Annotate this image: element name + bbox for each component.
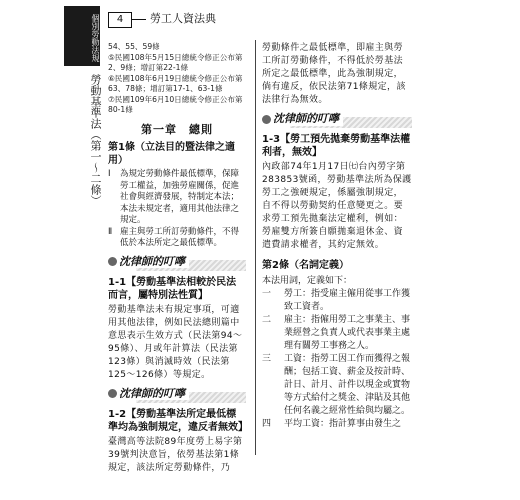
left-column bbox=[108, 42, 246, 475]
side-tab: 個別勞動法規 bbox=[64, 6, 100, 66]
book-title: 勞工人資法典 bbox=[150, 12, 216, 25]
item-number: 三 bbox=[262, 353, 272, 364]
item-number: 四 bbox=[262, 418, 272, 429]
para-text: 為規定勞動條件最低標準，保障勞工權益，加強勞雇關係，促進社會與經濟發展，特制定本法；本法未規定者，適用其他法律之規定。 bbox=[120, 169, 240, 225]
article-1-para bbox=[108, 227, 246, 250]
note-1-2-body: 臺灣高等法院89年度勞上易字第39號判決意旨，依勞基法第1條規定，該法所定勞動條件，乃 bbox=[108, 436, 243, 473]
chapter-heading: 第一章 總則 bbox=[141, 122, 213, 136]
article-1-title: 第1條（立法目的暨法律之適用） bbox=[108, 142, 235, 166]
banner-label: 沈律師的叮嚀 bbox=[108, 388, 189, 401]
header-dash bbox=[132, 19, 146, 20]
banner-label: 沈律師的叮嚀 bbox=[108, 256, 189, 269]
amend-note: ⑦民國109年6月10日總統令修正公布第80-1條 bbox=[108, 94, 243, 114]
bullet-icon bbox=[108, 257, 117, 266]
note-1-3-title: 1-3【勞工預先拋棄勞動基準法權利者，無效】 bbox=[262, 134, 411, 158]
amend-note: 54、55、59條 bbox=[108, 42, 160, 51]
lawyer-note-banner bbox=[108, 388, 246, 406]
para-text: 雇主與勞工所訂勞動條件，不得低於本法所定之最低標準。 bbox=[120, 226, 240, 248]
definition-item bbox=[262, 418, 412, 431]
item-number: 二 bbox=[262, 314, 272, 325]
item-text: 勞工：指受雇主僱用從事工作獲致工資者。 bbox=[284, 288, 411, 312]
amend-note: ⑤民國108年5月15日總統令修正公布第2、9條；增訂第22-1條 bbox=[108, 52, 243, 72]
side-title: 勞動基準法（第一～二條） bbox=[89, 74, 102, 206]
continued-text: 勞動條件之最低標準，即雇主與勞工所訂勞動條件，不得低於勞基法所定之最低標準，此為強制規定，倘有違反，依民法第71條規定，該法律行為無效。 bbox=[262, 43, 406, 105]
note-1-3-body: 內政部74年1月17日㈦台內勞字第283853號函，勞動基準法所為保護勞工之強硬規定，係屬強制規定，自不得以勞動契約任意變更之。要求勞工預先拋棄法定權利，例如：勞雇雙方所簽自願拋棄退休金、資遣費請求權者，其約定無效。 bbox=[262, 162, 412, 250]
para-marker: Ⅱ bbox=[108, 226, 113, 237]
note-1-1-body: 勞動基準法未有規定事項，可適用其他法律，例如民法總則篇中意思表示生效方式（民法第94～95條）、月或年計算法（民法第123條）與消滅時效（民法第125～126條）等規定。 bbox=[108, 304, 243, 380]
definition-item bbox=[262, 314, 412, 353]
note-1-2-title: 1-2【勞動基準法所定最低標準均為強制規定，違反者無效】 bbox=[108, 408, 248, 433]
bullet-icon bbox=[108, 389, 117, 398]
definitions bbox=[262, 275, 412, 431]
right-column bbox=[262, 42, 412, 431]
banner-label: 沈律師的叮嚀 bbox=[262, 113, 343, 126]
note-1-1-title: 1-1【勞動基準法相較於民法而言，屬特別法性質】 bbox=[108, 276, 237, 301]
article-1-para bbox=[108, 169, 246, 227]
article-2-title: 第2條（名詞定義） bbox=[262, 260, 349, 271]
column-divider bbox=[255, 40, 256, 455]
definitions-intro: 本法用詞，定義如下： bbox=[262, 275, 353, 286]
definition-item bbox=[262, 288, 412, 314]
item-text: 工資：指勞工因工作而獲得之報酬；包括工資、薪金及按計時、計日、計月、計件以現金或實物等方式給付之獎金、津貼及其他任何名義之經常性給與均屬之。 bbox=[284, 353, 411, 416]
definition-item bbox=[262, 353, 412, 418]
lawyer-note-banner bbox=[262, 113, 412, 131]
item-number: 一 bbox=[262, 288, 272, 299]
item-text: 雇主：指僱用勞工之事業主、事業經營之負責人或代表事業主處理有關勞工事務之人。 bbox=[284, 314, 411, 351]
para-marker: Ⅰ bbox=[108, 169, 111, 179]
page-number: 4 bbox=[108, 12, 132, 28]
item-text: 平均工資：指計算事由發生之 bbox=[284, 418, 402, 429]
lawyer-note-banner bbox=[108, 256, 246, 274]
amend-note: ⑥民國108年6月19日總統令修正公布第63、78條；增訂第17-1、63-1條 bbox=[108, 73, 243, 93]
bullet-icon bbox=[262, 115, 271, 124]
